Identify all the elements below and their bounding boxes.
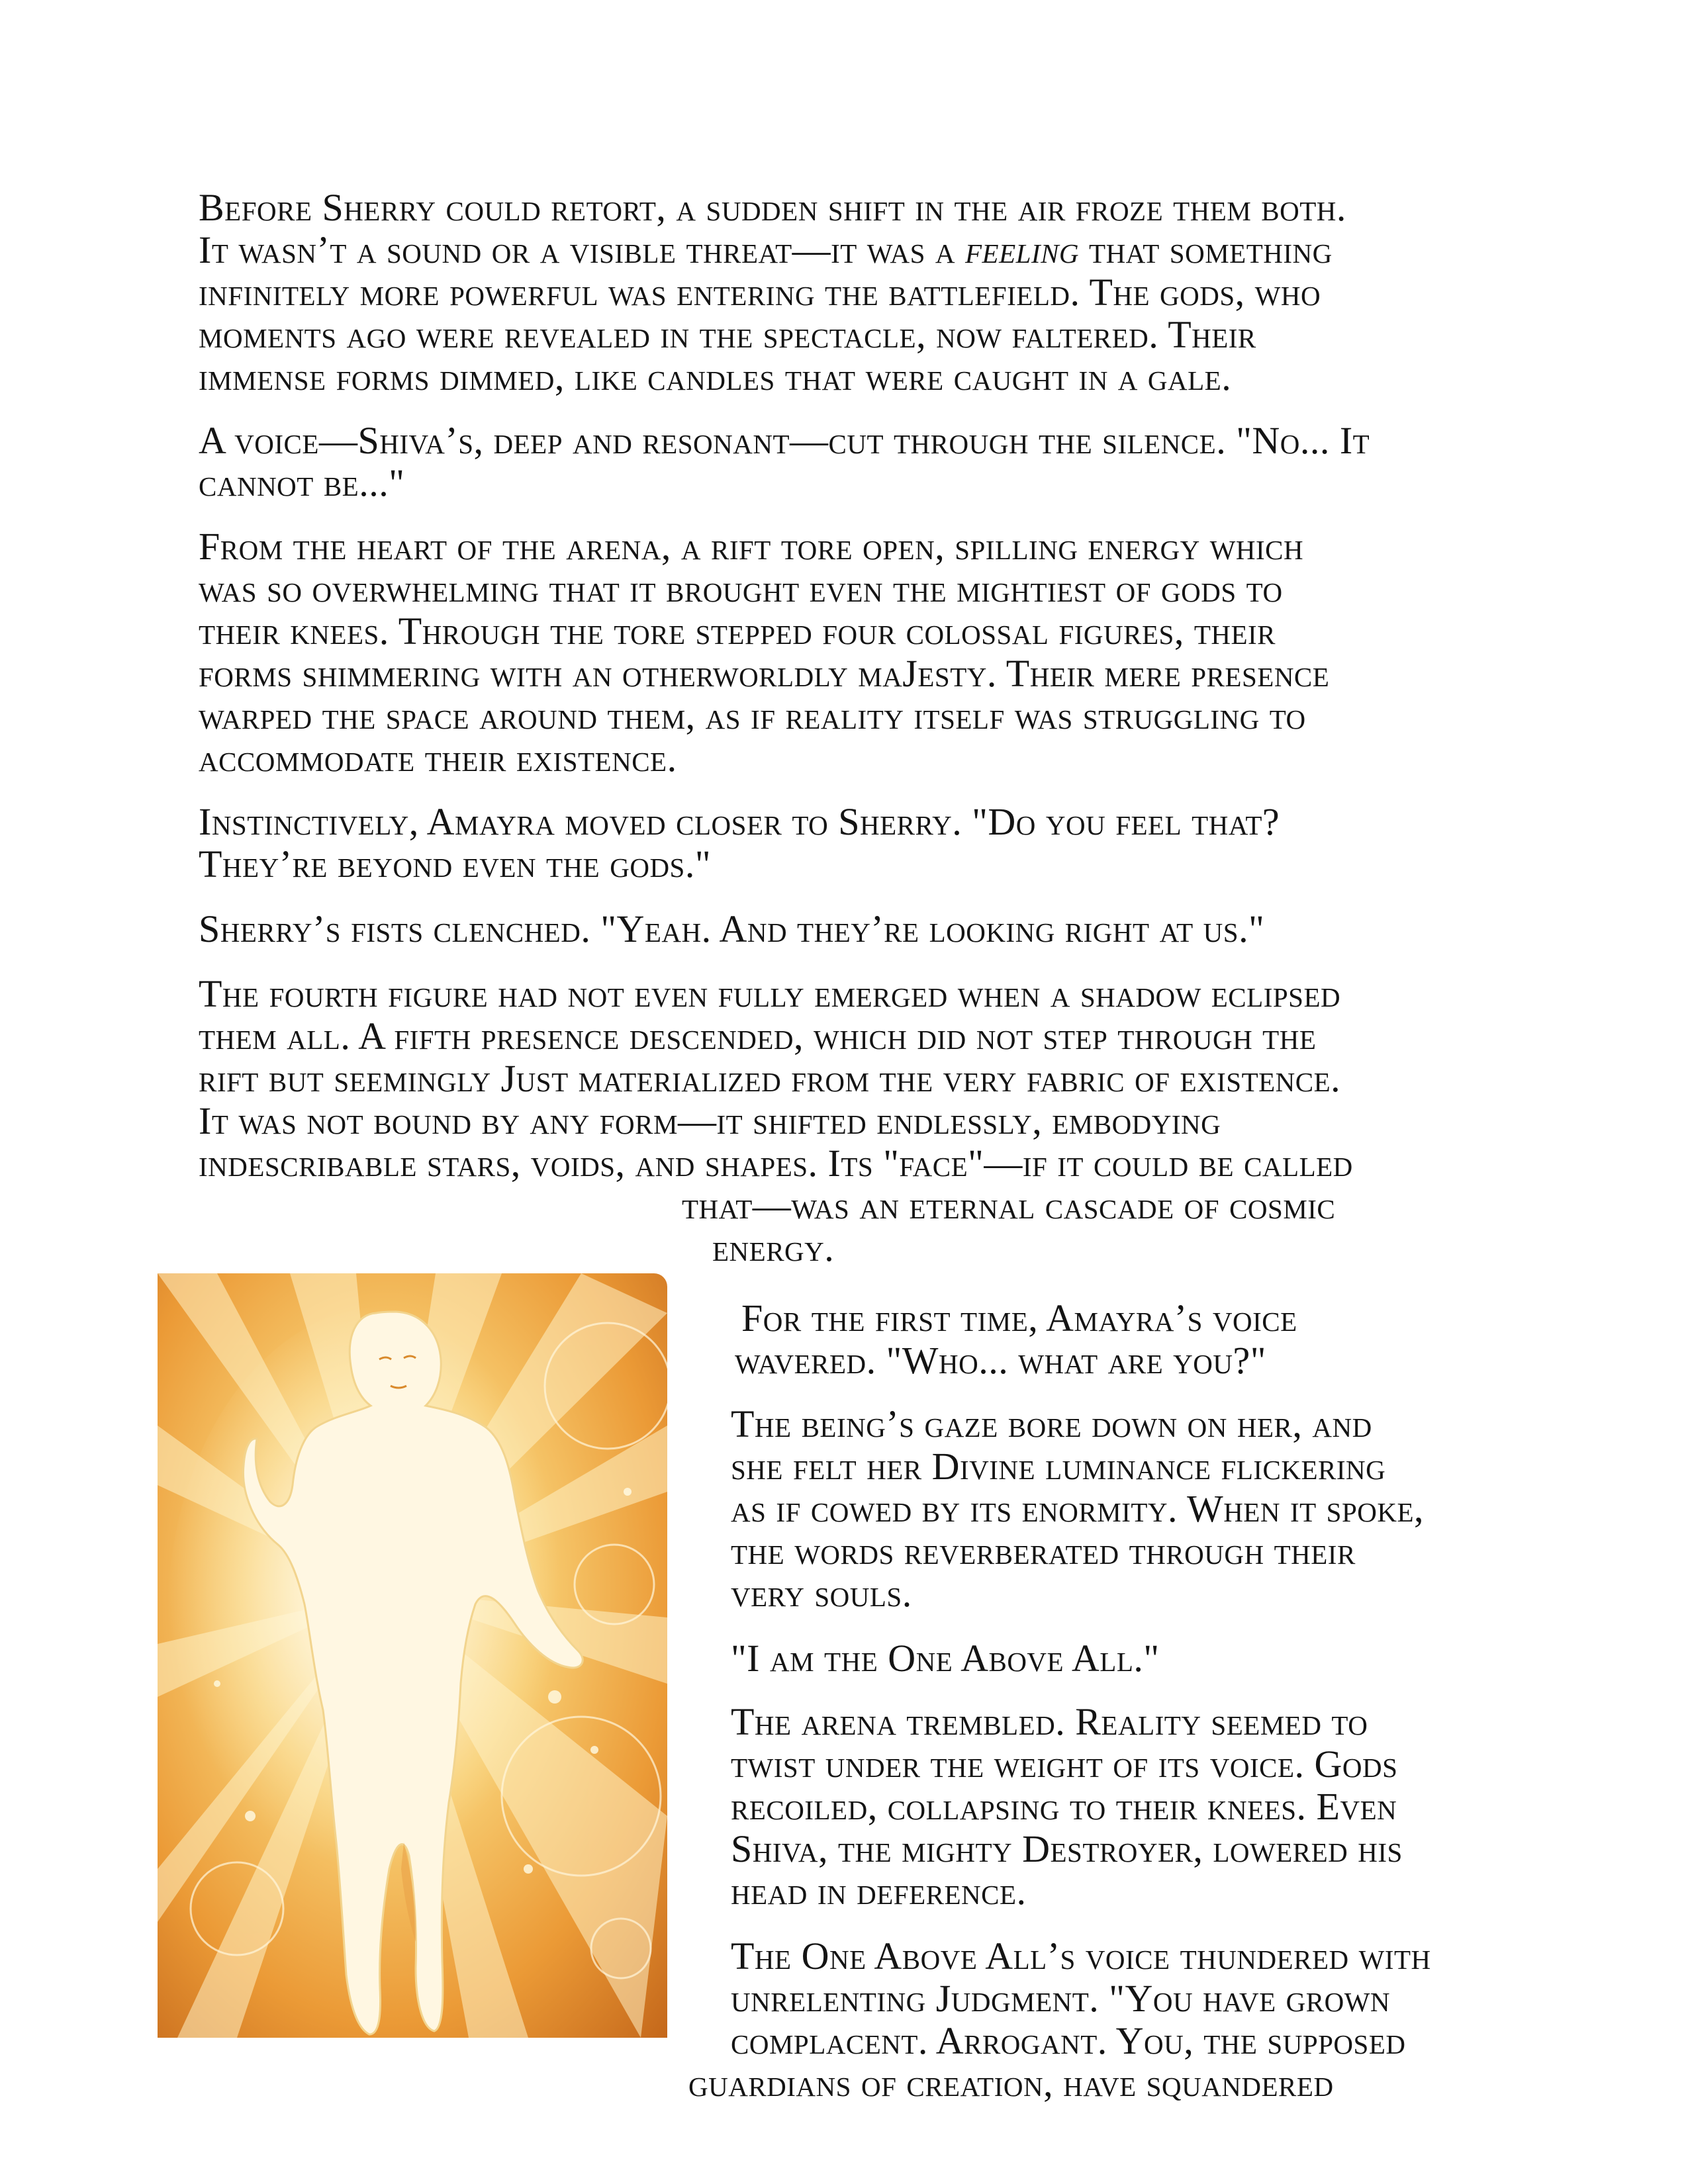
text-line: complacent. Arrogant. You, the supposed — [731, 2019, 1406, 2062]
text-line: Before Sherry could retort, a sudden shift in the air froze them both. — [199, 186, 1346, 229]
text-line: wavered. "Who... what are you?" — [735, 1339, 1266, 1382]
text-line: recoiled, collapsing to their knees. Even — [731, 1785, 1397, 1828]
text-line: "I am the One Above All." — [731, 1637, 1160, 1680]
text-line: It was not bound by any form—it shifted endlessly, embodying — [199, 1099, 1221, 1142]
text-line: she felt her Divine luminance flickering — [731, 1445, 1386, 1488]
text-line: unrelenting Judgment. "You have grown — [731, 1977, 1391, 2020]
text-line: very souls. — [731, 1572, 912, 1615]
text-line: infinitely more powerful was entering the battlefield. The gods, who — [199, 271, 1321, 314]
text-line: For the first time, Amayra’s voice — [741, 1297, 1297, 1340]
text-line: They’re beyond even the gods." — [199, 842, 712, 886]
text-line: immense forms dimmed, like candles that were caught in a gale. — [199, 355, 1232, 398]
text-line: as if cowed by its enormity. When it spoke, — [731, 1487, 1425, 1530]
emphasized-word: feeling — [964, 228, 1080, 271]
text-line: them all. A fifth presence descended, which did not step through the — [199, 1015, 1317, 1058]
paragraph — [731, 1637, 1160, 1680]
text-line: The fourth figure had not even fully emerged when a shadow eclipsed — [199, 972, 1341, 1015]
text-line: was so overwhelming that it brought even the mightiest of gods to — [199, 567, 1283, 610]
text-line: guardians of creation, have squandered — [688, 2062, 1334, 2105]
text-line: Instinctively, Amayra moved closer to Sherry. "Do you feel that? — [199, 800, 1280, 843]
text-line: moments ago were revealed in the spectacle, now faltered. Their — [199, 313, 1256, 356]
text-line: A voice—Shiva’s, deep and resonant—cut through the silence. "No... It — [199, 419, 1370, 462]
radiant-figure-image — [158, 1273, 667, 2038]
text-line: The arena trembled. Reality seemed to — [731, 1700, 1368, 1743]
text-line: It wasn’t a sound or a visible threat—it was a feeling that something — [199, 228, 1333, 271]
text-line: From the heart of the arena, a rift tore open, spilling energy which — [199, 525, 1304, 568]
paragraph — [199, 801, 1280, 886]
text-line: cannot be..." — [199, 461, 405, 504]
text-line: warped the space around them, as if reality itself was struggling to — [199, 694, 1306, 737]
text-line: The being’s gaze bore down on her, and — [731, 1402, 1372, 1445]
paragraph — [199, 525, 1329, 780]
text-line: accommodate their existence. — [199, 737, 677, 780]
text-line: Shiva, the mighty Destroyer, lowered his — [731, 1827, 1403, 1870]
radiant-figure-illustration — [158, 1273, 667, 2038]
text-line: energy. — [712, 1226, 835, 1269]
text-line: rift but seemingly Just materialized from the very fabric of existence. — [199, 1057, 1341, 1100]
paragraph — [731, 1701, 1403, 1913]
text-line: The One Above All’s voice thundered with — [731, 1934, 1431, 1978]
paragraph — [688, 1934, 1431, 2105]
text-line: Sherry’s fists clenched. "Yeah. And they’re looking right at us." — [199, 907, 1265, 950]
text-line: that—was an eternal cascade of cosmic — [682, 1184, 1336, 1227]
paragraph — [735, 1297, 1297, 1382]
text-line: their knees. Through the tore stepped four colossal figures, their — [199, 610, 1276, 653]
paragraph — [199, 973, 1353, 1269]
text-line: twist under the weight of its voice. Gods — [731, 1743, 1398, 1786]
paragraph — [731, 1403, 1424, 1615]
paragraph — [199, 187, 1346, 398]
text-line: head in deference. — [731, 1870, 1027, 1913]
text-line: forms shimmering with an otherworldly maJesty. Their mere presence — [199, 652, 1330, 695]
text-line: indescribable stars, voids, and shapes. Its "face"—if it could be called — [199, 1142, 1353, 1185]
paragraph — [199, 908, 1264, 950]
text-line: the words reverberated through their — [731, 1529, 1356, 1572]
paragraph — [199, 420, 1370, 504]
